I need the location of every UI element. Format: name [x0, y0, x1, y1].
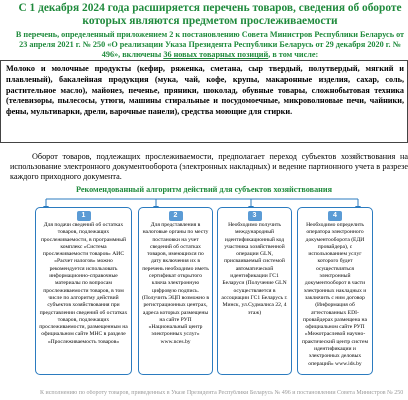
goods-list-text: Молоко и молочные продукты (кефир, ряженка, сметана, сыр твердый, полутвердый, мягкий и плавленый), бакалейная продукция (мука, чай, кофе, крупы, макаронные изделия, сахар, соль, растительное масло), майонез, печенье, пряники, шоколад, обувные товары, сложнобытовая техника (телевизоры, пылесосы, утюги, машины стиральные и посудомоечные, микроволновые печи, чайники, фены, мультиварки, дрели, варочные панели), средства моющие для стирки. [6, 64, 404, 117]
goods-list-box [0, 60, 408, 143]
step-box-1 [35, 207, 132, 375]
step-text: Необходимо определить оператора электронного документооборота (ЕДИ провайдера), с использованием услуг которого будет осуществляться электронный документооборот в части электронных накладных и заключить с ним договор (Информация об аттестованных EDI-провайдерах размещена на официальном сайте РУП «Межотраслевой научно-практический центр систем идентификации и электронных деловых операций» www.ids.by [302, 222, 368, 367]
subtitle-part1: В перечень, определенный приложением 2 к постановлению Совета Министров Республики Беларусь от 23 апреля 2021 г. № 250 «О реализации Указа Президента Республики Беларусь от 29 декабря 2020 г. № 496», включены [15, 30, 405, 59]
page-title: С 1 декабря 2024 года расширяется перечень товаров, сведения об обороте которых являются предметом прослеживаемости [18, 2, 402, 27]
step-number: 2 [169, 211, 183, 221]
intro-paragraph: Оборот товаров, подлежащих прослеживаемости, предполагает переход субъектов хозяйствования на использование электронного документооборота (электронных накладных) и ведение партионного учета в разрезе каждого приходного документа. [10, 152, 408, 181]
footer-fragment: К исполнению по обороту товаров, приведенных в Указе Президента Республики Беларусь № 496 и постановлении Совета Министров № 250 [40, 390, 404, 396]
recommendation-title: Рекомендованный алгоритм действий для субъектов хозяйствования [75, 185, 333, 194]
step-box-2 [138, 207, 213, 375]
step-text: Для представления в налоговые органы по месту постановки на учет сведений об остатках товаров, имеющихся по дату включения их в перечень необходимо иметь сертификат открытого ключа электронную цифровую подпись. (Получить ЭЦП возможно в регистрационных центрах, адреса которых размещены на сайте РУП «Национальный центр электронных услуг» www.nces.by [142, 222, 210, 345]
subtitle-part2: , в том числе: [268, 50, 319, 59]
step-text: Для подачи сведений об остатках товаров, подлежащих прослеживаемости, в программный комплекс «Система прослеживаемости товаров» АИС «Расчет налогов» можно рекомендуется использовать информационно-справочные материалы по вопросам прослеживаемости товаров, в том числе по алгоритму действий субъектов хозяйствования при представлении сведений об остатках товаров, подлежащих прослеживаемости, размещенным на официальном сайте МНС в разделе «Прослеживаемость товаров» [39, 222, 128, 345]
step-box-3 [217, 207, 292, 375]
step-number: 3 [248, 211, 262, 221]
step-box-4 [297, 207, 373, 375]
subtitle-underlined: 36 новых товарных позиций [163, 50, 269, 59]
step-text: Необходимо получить международный идентификационный код участника хозяйственной операции GLN, присваиваемый системой автоматической идентификации ГС1 Беларуси (Получение GLN осуществляется в ассоциации ГС1 Беларусь г. Минск, ул.Судмалиса 22, 4 этаж) [221, 222, 288, 316]
step-number: 4 [328, 211, 342, 221]
subtitle [14, 30, 406, 60]
step-number: 1 [77, 211, 91, 221]
